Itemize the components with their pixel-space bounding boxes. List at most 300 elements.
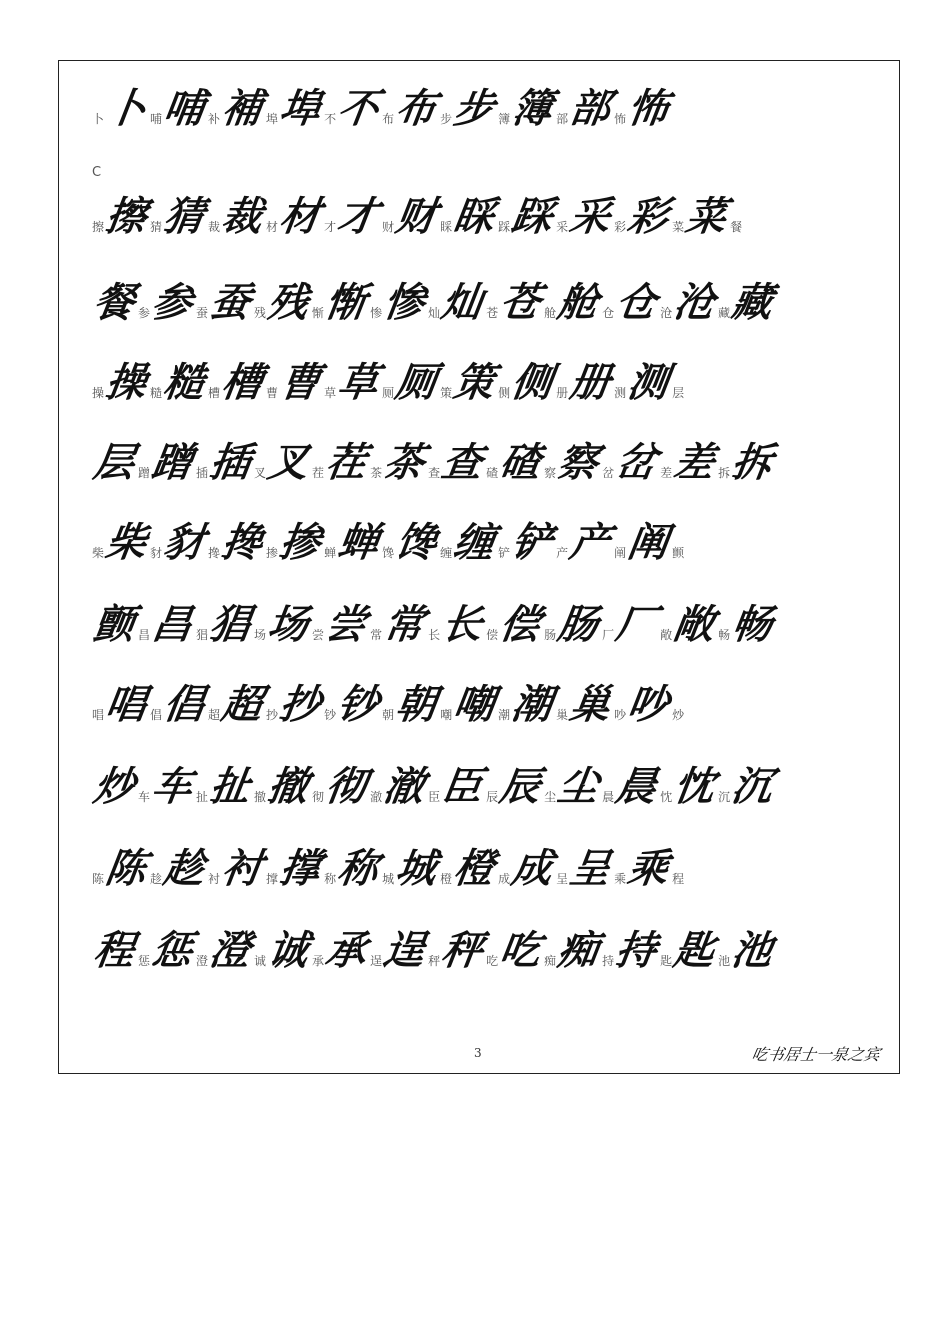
printed-label: 灿 <box>428 306 441 320</box>
glyph-pair <box>324 519 382 566</box>
cursive-glyph: 残 <box>264 279 310 326</box>
cursive-glyph: 超 <box>218 681 264 728</box>
cursive-glyph: 菜 <box>682 193 728 240</box>
printed-label: 惩 <box>138 954 151 968</box>
printed-label: 茬 <box>312 466 325 480</box>
glyph-pair <box>498 681 556 728</box>
cursive-glyph: 抄 <box>276 681 322 728</box>
cursive-glyph: 阐 <box>624 519 670 566</box>
printed-label: 匙 <box>660 954 673 968</box>
glyph-pair <box>440 85 498 132</box>
glyph-pair <box>486 279 544 326</box>
glyph-pair <box>150 85 208 132</box>
printed-label: 诚 <box>254 954 267 968</box>
cursive-glyph: 擦 <box>102 193 148 240</box>
printed-label: 撤 <box>254 790 267 804</box>
cursive-glyph: 沉 <box>728 763 774 810</box>
printed-label: 睬 <box>440 220 453 234</box>
glyph-pair <box>138 927 196 974</box>
cursive-glyph: 怖 <box>624 85 670 132</box>
cursive-glyph: 餐 <box>90 279 136 326</box>
cursive-glyph: 哺 <box>160 85 206 132</box>
printed-label: 插 <box>196 466 209 480</box>
printed-label: 惨 <box>370 306 383 320</box>
printed-label: 怖 <box>614 112 627 126</box>
cursive-glyph: 参 <box>148 279 194 326</box>
printed-label: 部 <box>556 112 569 126</box>
cursive-glyph: 蚕 <box>206 279 252 326</box>
glyph-row <box>92 845 692 892</box>
cursive-glyph: 晨 <box>612 763 658 810</box>
cursive-glyph: 唱 <box>102 681 148 728</box>
glyph-pair <box>312 439 370 486</box>
printed-label: 槽 <box>208 386 221 400</box>
cursive-glyph: 灿 <box>438 279 484 326</box>
printed-label: 叉 <box>254 466 267 480</box>
glyph-pair <box>602 927 660 974</box>
glyph-pair <box>90 601 138 648</box>
cursive-glyph: 搀 <box>218 519 264 566</box>
glyph-pair <box>254 279 312 326</box>
glyph-row <box>92 85 672 132</box>
glyph-pair <box>208 681 266 728</box>
cursive-glyph: 橙 <box>450 845 496 892</box>
glyph-pair <box>150 519 208 566</box>
printed-label: 场 <box>254 628 267 642</box>
cursive-glyph: 曹 <box>276 359 322 406</box>
glyph-pair <box>440 519 498 566</box>
printed-label: 操 <box>92 386 105 400</box>
cursive-glyph: 埠 <box>276 85 322 132</box>
cursive-glyph: 产 <box>566 519 612 566</box>
glyph-pair <box>556 845 614 892</box>
glyph-pair <box>614 681 672 728</box>
printed-label: 辰 <box>486 790 499 804</box>
glyph-pair <box>498 85 556 132</box>
glyph-pair <box>614 85 672 132</box>
printed-label: 册 <box>556 386 569 400</box>
glyph-pair <box>428 279 486 326</box>
glyph-pair <box>718 927 776 974</box>
glyph-pair <box>254 601 312 648</box>
glyph-pair <box>672 193 730 240</box>
printed-label: 昌 <box>138 628 151 642</box>
cursive-glyph: 糙 <box>160 359 206 406</box>
glyph-pair <box>382 519 440 566</box>
cursive-glyph: 操 <box>102 359 148 406</box>
printed-label: 常 <box>370 628 383 642</box>
glyph-pair <box>150 359 208 406</box>
printed-label: 潮 <box>498 708 511 722</box>
printed-label: 倡 <box>150 708 163 722</box>
printed-label: 哺 <box>150 112 163 126</box>
cursive-glyph: 池 <box>728 927 774 974</box>
cursive-glyph: 簿 <box>508 85 554 132</box>
cursive-glyph: 侧 <box>508 359 554 406</box>
cursive-glyph: 澈 <box>380 763 426 810</box>
cursive-glyph: 车 <box>148 763 194 810</box>
cursive-glyph: 蝉 <box>334 519 380 566</box>
glyph-pair <box>672 872 692 890</box>
cursive-glyph: 匙 <box>670 927 716 974</box>
cursive-glyph: 昌 <box>148 601 194 648</box>
glyph-pair <box>138 439 196 486</box>
glyph-pair <box>92 193 150 240</box>
glyph-pair <box>428 601 486 648</box>
glyph-pair <box>208 359 266 406</box>
cursive-glyph: 册 <box>566 359 612 406</box>
glyph-pair <box>92 359 150 406</box>
glyph-pair <box>556 359 614 406</box>
glyph-pair <box>544 927 602 974</box>
cursive-glyph: 程 <box>90 927 136 974</box>
printed-label: 财 <box>382 220 395 234</box>
glyph-row <box>90 279 776 326</box>
cursive-glyph: 苍 <box>496 279 542 326</box>
cursive-glyph: 城 <box>392 845 438 892</box>
printed-label: 厕 <box>382 386 395 400</box>
cursive-glyph: 吵 <box>624 681 670 728</box>
glyph-pair <box>254 763 312 810</box>
cursive-glyph: 辰 <box>496 763 542 810</box>
cursive-glyph: 柴 <box>102 519 148 566</box>
cursive-glyph: 厂 <box>612 601 658 648</box>
printed-label: 尘 <box>544 790 557 804</box>
cursive-glyph: 采 <box>566 193 612 240</box>
cursive-glyph: 成 <box>508 845 554 892</box>
glyph-pair <box>266 359 324 406</box>
cursive-glyph: 碴 <box>496 439 542 486</box>
glyph-pair <box>672 546 692 564</box>
printed-label: 材 <box>266 220 279 234</box>
printed-label: 层 <box>672 386 685 400</box>
printed-label: 畅 <box>718 628 731 642</box>
printed-label: 澈 <box>370 790 383 804</box>
glyph-pair <box>196 763 254 810</box>
glyph-pair <box>370 927 428 974</box>
glyph-pair <box>428 763 486 810</box>
cursive-glyph: 豺 <box>160 519 206 566</box>
glyph-pair <box>556 193 614 240</box>
cursive-glyph: 馋 <box>392 519 438 566</box>
glyph-row <box>90 927 776 974</box>
printed-label: 草 <box>324 386 337 400</box>
printed-label: 藏 <box>718 306 731 320</box>
cursive-glyph: 部 <box>566 85 612 132</box>
printed-label: 陈 <box>92 872 105 886</box>
printed-label: 舱 <box>544 306 557 320</box>
cursive-glyph: 层 <box>90 439 136 486</box>
glyph-pair <box>660 601 718 648</box>
printed-label: 吃 <box>486 954 499 968</box>
glyph-pair <box>92 681 150 728</box>
printed-label: 车 <box>138 790 151 804</box>
cursive-glyph: 潮 <box>508 681 554 728</box>
cursive-glyph: 铲 <box>508 519 554 566</box>
cursive-glyph: 臣 <box>438 763 484 810</box>
glyph-row <box>90 439 776 486</box>
glyph-pair <box>602 439 660 486</box>
glyph-row <box>90 601 776 648</box>
cursive-glyph: 诚 <box>264 927 310 974</box>
glyph-pair <box>254 927 312 974</box>
cursive-glyph: 朝 <box>392 681 438 728</box>
glyph-pair <box>90 279 138 326</box>
cursive-glyph: 拆 <box>728 439 774 486</box>
printed-label: 餐 <box>730 220 743 234</box>
cursive-glyph: 承 <box>322 927 368 974</box>
glyph-pair <box>544 439 602 486</box>
cursive-glyph: 步 <box>450 85 496 132</box>
printed-label: 痴 <box>544 954 557 968</box>
glyph-pair <box>486 763 544 810</box>
cursive-glyph: 藏 <box>728 279 774 326</box>
cursive-glyph: 肠 <box>554 601 600 648</box>
glyph-pair <box>660 279 718 326</box>
cursive-glyph: 彩 <box>624 193 670 240</box>
glyph-pair <box>92 85 150 132</box>
cursive-glyph: 插 <box>206 439 252 486</box>
glyph-pair <box>718 601 776 648</box>
printed-label: 尝 <box>312 628 325 642</box>
glyph-pair <box>440 845 498 892</box>
cursive-glyph: 蹭 <box>148 439 194 486</box>
printed-label: 柴 <box>92 546 105 560</box>
printed-label: 步 <box>440 112 453 126</box>
printed-label: 察 <box>544 466 557 480</box>
glyph-pair <box>312 601 370 648</box>
glyph-pair <box>266 681 324 728</box>
printed-label: 臣 <box>428 790 441 804</box>
cursive-glyph: 厕 <box>392 359 438 406</box>
cursive-glyph: 茬 <box>322 439 368 486</box>
glyph-pair <box>382 85 440 132</box>
printed-label: 差 <box>660 466 673 480</box>
printed-label: 阐 <box>614 546 627 560</box>
glyph-pair <box>614 359 672 406</box>
cursive-glyph: 逞 <box>380 927 426 974</box>
glyph-pair <box>544 763 602 810</box>
glyph-pair <box>370 601 428 648</box>
cursive-glyph: 踩 <box>508 193 554 240</box>
cursive-glyph: 彻 <box>322 763 368 810</box>
glyph-pair <box>324 681 382 728</box>
glyph-pair <box>324 85 382 132</box>
glyph-pair <box>370 439 428 486</box>
cursive-glyph: 长 <box>438 601 484 648</box>
printed-label: 豺 <box>150 546 163 560</box>
printed-label: 茶 <box>370 466 383 480</box>
cursive-glyph: 忱 <box>670 763 716 810</box>
cursive-glyph: 尘 <box>554 763 600 810</box>
glyph-pair <box>440 359 498 406</box>
glyph-pair <box>660 439 718 486</box>
glyph-pair <box>208 85 266 132</box>
cursive-glyph: 布 <box>392 85 438 132</box>
printed-label: 厂 <box>602 628 615 642</box>
page-number: 3 <box>474 1046 482 1060</box>
glyph-row <box>92 681 692 728</box>
glyph-pair <box>428 927 486 974</box>
glyph-pair <box>312 763 370 810</box>
printed-label: 猜 <box>150 220 163 234</box>
printed-label: 朝 <box>382 708 395 722</box>
printed-label: 钞 <box>324 708 337 722</box>
printed-label: 忱 <box>660 790 673 804</box>
cursive-glyph: 趁 <box>160 845 206 892</box>
cursive-glyph: 叉 <box>264 439 310 486</box>
printed-label: 蹭 <box>138 466 151 480</box>
glyph-pair <box>138 279 196 326</box>
cursive-glyph: 痴 <box>554 927 600 974</box>
printed-label: 策 <box>440 386 453 400</box>
printed-label: 埠 <box>266 112 279 126</box>
cursive-glyph: 巢 <box>566 681 612 728</box>
printed-label: 逞 <box>370 954 383 968</box>
cursive-glyph: 嘲 <box>450 681 496 728</box>
cursive-glyph: 差 <box>670 439 716 486</box>
printed-label: 澄 <box>196 954 209 968</box>
printed-label: 侧 <box>498 386 511 400</box>
glyph-pair <box>660 763 718 810</box>
glyph-pair <box>312 927 370 974</box>
glyph-pair <box>138 763 196 810</box>
glyph-pair <box>138 601 196 648</box>
glyph-pair <box>602 279 660 326</box>
cursive-glyph: 偿 <box>496 601 542 648</box>
glyph-pair <box>602 601 660 648</box>
cursive-glyph: 衬 <box>218 845 264 892</box>
glyph-pair <box>382 193 440 240</box>
printed-label: 衬 <box>208 872 221 886</box>
printed-label: 撑 <box>266 872 279 886</box>
printed-label: 馋 <box>382 546 395 560</box>
glyph-pair <box>498 519 556 566</box>
printed-label: 碴 <box>486 466 499 480</box>
glyph-pair <box>556 85 614 132</box>
glyph-pair <box>672 708 692 726</box>
cursive-glyph: 尝 <box>322 601 368 648</box>
printed-label: 长 <box>428 628 441 642</box>
printed-label: 踩 <box>498 220 511 234</box>
printed-label: 擦 <box>92 220 105 234</box>
glyph-pair <box>730 220 750 238</box>
glyph-pair <box>498 845 556 892</box>
glyph-pair <box>382 845 440 892</box>
glyph-pair <box>498 193 556 240</box>
glyph-pair <box>208 845 266 892</box>
glyph-pair <box>486 927 544 974</box>
printed-label: 城 <box>382 872 395 886</box>
glyph-pair <box>196 601 254 648</box>
glyph-pair <box>544 601 602 648</box>
glyph-row <box>92 193 750 240</box>
printed-label: 惭 <box>312 306 325 320</box>
glyph-pair <box>718 439 776 486</box>
cursive-glyph: 畅 <box>728 601 774 648</box>
printed-label: 猖 <box>196 628 209 642</box>
printed-label: 持 <box>602 954 615 968</box>
cursive-glyph: 吃 <box>496 927 542 974</box>
glyph-pair <box>266 845 324 892</box>
cursive-glyph: 敞 <box>670 601 716 648</box>
section-heading: C <box>92 165 102 180</box>
cursive-glyph: 惨 <box>380 279 426 326</box>
glyph-pair <box>382 681 440 728</box>
cursive-glyph: 呈 <box>566 845 612 892</box>
glyph-pair <box>718 279 776 326</box>
glyph-pair <box>486 439 544 486</box>
glyph-pair <box>660 927 718 974</box>
printed-label: 程 <box>672 872 685 886</box>
glyph-pair <box>208 519 266 566</box>
cursive-glyph: 撤 <box>264 763 310 810</box>
cursive-glyph: 卜 <box>102 85 148 132</box>
printed-label: 沉 <box>718 790 731 804</box>
cursive-glyph: 撑 <box>276 845 322 892</box>
printed-label: 糙 <box>150 386 163 400</box>
cursive-glyph: 睬 <box>450 193 496 240</box>
printed-label: 缠 <box>440 546 453 560</box>
printed-label: 产 <box>556 546 569 560</box>
glyph-pair <box>602 763 660 810</box>
printed-label: 蝉 <box>324 546 337 560</box>
glyph-pair <box>266 85 324 132</box>
printed-label: 沧 <box>660 306 673 320</box>
glyph-pair <box>370 763 428 810</box>
printed-label: 偿 <box>486 628 499 642</box>
printed-label: 才 <box>324 220 337 234</box>
printed-label: 残 <box>254 306 267 320</box>
cursive-glyph: 不 <box>334 85 380 132</box>
cursive-glyph: 補 <box>218 85 264 132</box>
printed-label: 扯 <box>196 790 209 804</box>
cursive-glyph: 察 <box>554 439 600 486</box>
cursive-glyph: 舱 <box>554 279 600 326</box>
printed-label: 成 <box>498 872 511 886</box>
glyph-pair <box>150 193 208 240</box>
printed-label: 岔 <box>602 466 615 480</box>
cursive-glyph: 称 <box>334 845 380 892</box>
printed-label: 乘 <box>614 872 627 886</box>
printed-label: 铲 <box>498 546 511 560</box>
cursive-glyph: 持 <box>612 927 658 974</box>
glyph-pair <box>266 519 324 566</box>
cursive-glyph: 陈 <box>102 845 148 892</box>
cursive-glyph: 场 <box>264 601 310 648</box>
cursive-glyph: 钞 <box>334 681 380 728</box>
cursive-glyph: 沧 <box>670 279 716 326</box>
glyph-pair <box>382 359 440 406</box>
glyph-pair <box>196 279 254 326</box>
printed-label: 掺 <box>266 546 279 560</box>
cursive-glyph: 查 <box>438 439 484 486</box>
printed-label: 称 <box>324 872 337 886</box>
printed-label: 吵 <box>614 708 627 722</box>
glyph-pair <box>196 439 254 486</box>
cursive-glyph: 掺 <box>276 519 322 566</box>
cursive-glyph: 倡 <box>160 681 206 728</box>
glyph-pair <box>324 193 382 240</box>
printed-label: 簿 <box>498 112 511 126</box>
printed-label: 巢 <box>556 708 569 722</box>
glyph-pair <box>614 519 672 566</box>
glyph-pair <box>556 681 614 728</box>
printed-label: 趁 <box>150 872 163 886</box>
printed-label: 采 <box>556 220 569 234</box>
cursive-glyph: 乘 <box>624 845 670 892</box>
printed-label: 蚕 <box>196 306 209 320</box>
